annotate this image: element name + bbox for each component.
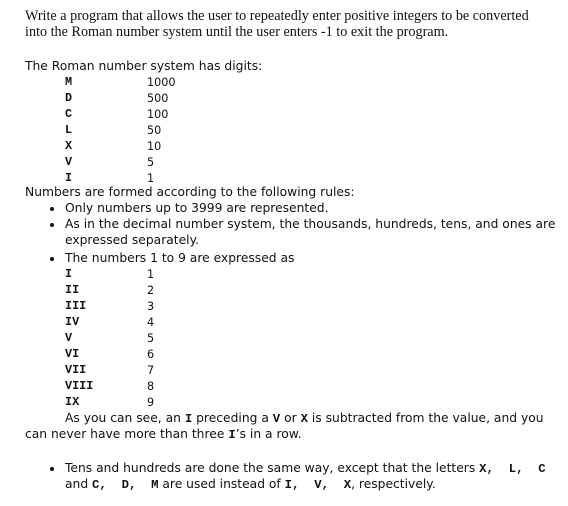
rule-text: and (65, 477, 93, 491)
rule-2-line-2: expressed separately. (65, 233, 200, 247)
rules-heading: Numbers are formed according to the following rules: (25, 185, 355, 199)
numeral-value: 9 (147, 396, 155, 409)
digit-letter: V (65, 155, 73, 169)
rule-code: X, L, C (479, 462, 546, 476)
numeral-roman: IX (65, 395, 80, 409)
numeral-roman: II (65, 283, 80, 297)
digits-heading: The Roman number system has digits: (25, 59, 263, 73)
note-text: can never have more than three (25, 427, 229, 441)
note-text: or (280, 411, 301, 425)
note-text: As you can see, an (65, 411, 185, 425)
note-text: ’s in a row. (235, 427, 302, 441)
bullet-icon (50, 207, 54, 211)
numeral-roman: VI (65, 347, 80, 361)
note-text: preceding a (192, 411, 273, 425)
digit-value: 5 (147, 156, 155, 169)
bullet-icon (50, 223, 54, 227)
numeral-roman: V (65, 331, 73, 345)
rule-code: I, V, X (284, 478, 352, 492)
numeral-roman: VIII (65, 379, 94, 393)
rule-text: , respectively. (351, 477, 436, 491)
rule-text: Tens and hundreds are done the same way, except that the letters (65, 461, 480, 475)
bullet-icon (50, 467, 54, 471)
digit-value: 1 (147, 172, 155, 185)
rule-code: C, D, M (92, 478, 159, 492)
numeral-roman: IV (65, 315, 80, 329)
digit-letter: I (65, 171, 73, 185)
digit-value: 100 (147, 108, 169, 121)
rule-text: are used instead of (158, 477, 285, 491)
note-code: I (228, 428, 236, 442)
digit-letter: X (65, 139, 73, 153)
numeral-value: 7 (147, 364, 155, 377)
numeral-roman: I (65, 267, 73, 281)
numeral-value: 3 (147, 300, 155, 313)
digit-value: 1000 (147, 76, 176, 89)
task-line-1: Write a program that allows the user to repeatedly enter positive integers to be converted (25, 8, 529, 24)
task-line-2: into the Roman number system until the user enters -1 to exit the program. (25, 24, 449, 40)
digit-value: 50 (147, 124, 162, 137)
numeral-value: 4 (147, 316, 155, 329)
numeral-value: 8 (147, 380, 155, 393)
numeral-value: 6 (147, 348, 155, 361)
rule-3: The numbers 1 to 9 are expressed as (65, 251, 295, 265)
note-code: V (272, 412, 281, 426)
numeral-value: 1 (147, 268, 155, 281)
digit-letter: M (65, 75, 73, 89)
last-rule-line-1 (65, 460, 546, 477)
rule-1: Only numbers up to 3999 are represented. (65, 201, 329, 215)
last-rule-line-2 (65, 476, 436, 493)
rule-2-line-1: As in the decimal number system, the thousands, hundreds, tens, and ones are (65, 217, 556, 231)
bullet-icon (50, 257, 54, 261)
note-code: I (184, 412, 193, 426)
digit-letter: D (65, 91, 73, 105)
note-line-1 (65, 410, 544, 427)
digit-letter: L (65, 123, 73, 137)
numeral-value: 2 (147, 284, 155, 297)
numeral-roman: VII (65, 363, 87, 377)
digit-letter: C (65, 107, 73, 121)
numeral-roman: III (65, 299, 87, 313)
note-code: X (300, 412, 308, 426)
digit-value: 10 (147, 140, 162, 153)
note-line-2 (25, 426, 302, 443)
digit-value: 500 (147, 92, 169, 105)
note-text: is subtracted from the value, and you (307, 411, 544, 425)
numeral-value: 5 (147, 332, 155, 345)
